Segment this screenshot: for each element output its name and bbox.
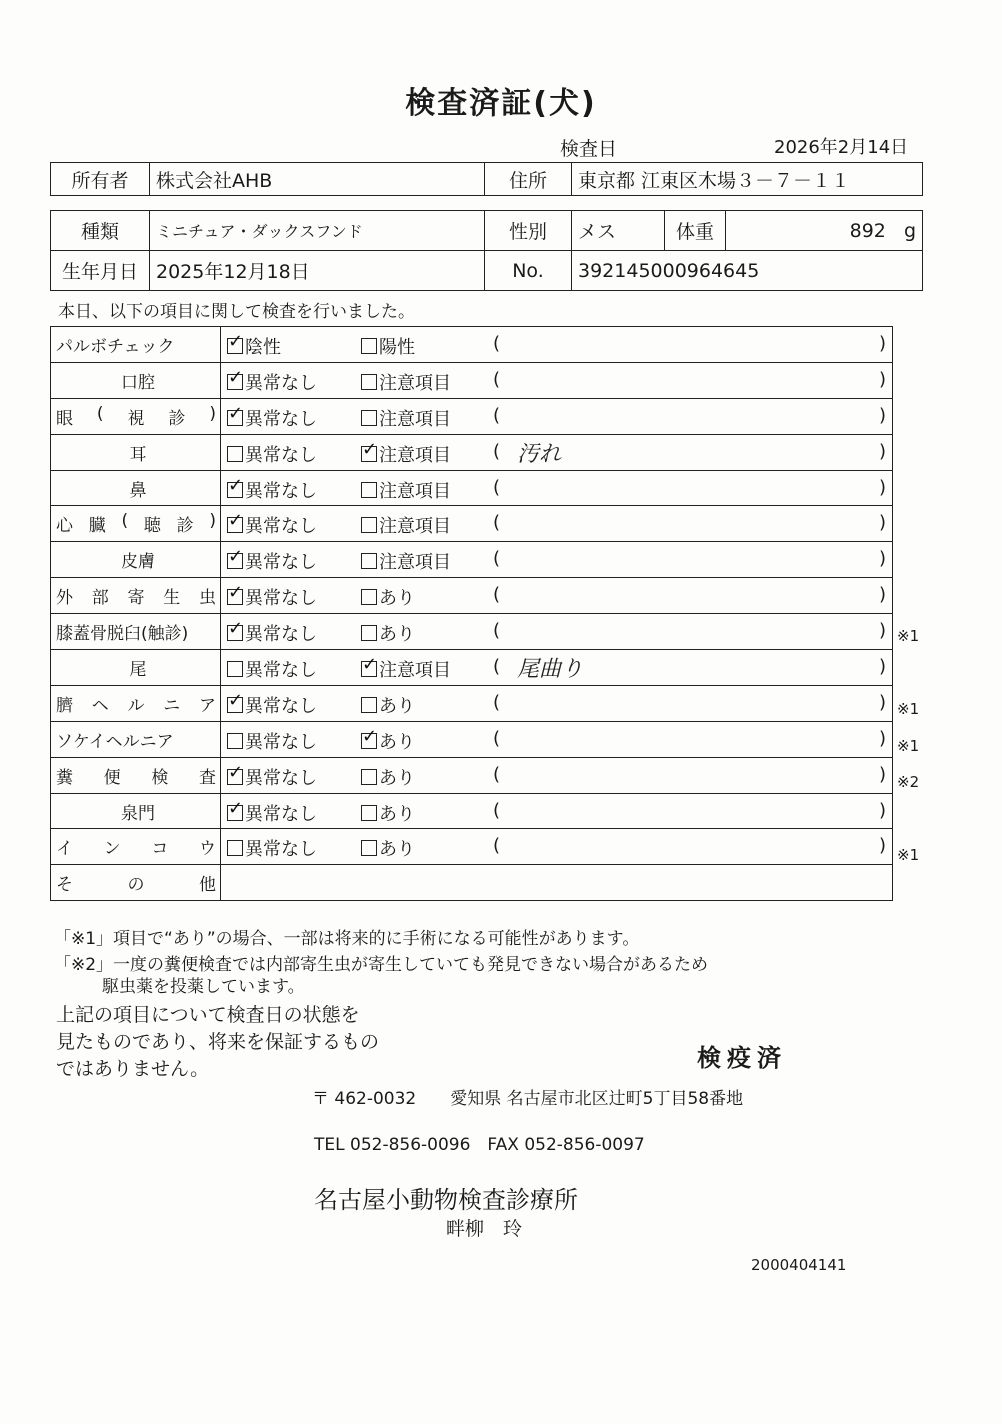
check-result-cell xyxy=(221,793,893,829)
check-result-cell xyxy=(221,865,893,901)
checked-box-icon[interactable] xyxy=(227,410,243,426)
weight-value: 892 xyxy=(849,219,886,242)
check-option-label: あり xyxy=(379,839,415,861)
clinic-phone: TEL 052-856-0096 FAX 052-856-0097 xyxy=(314,1135,645,1155)
checkbox-icon[interactable] xyxy=(361,517,377,533)
check-item-label: 心 臓 ( 聴 診 ) xyxy=(56,511,216,537)
check-item-label: 外 部 寄 生 虫 xyxy=(56,588,216,609)
checkbox-icon[interactable] xyxy=(361,840,377,856)
check-row xyxy=(51,757,893,793)
check-result-cell xyxy=(221,578,893,614)
checked-box-icon[interactable] xyxy=(361,661,377,677)
remark-paren-open: ( xyxy=(493,476,501,498)
checkbox-icon[interactable] xyxy=(227,840,243,856)
check-item-label: 泉門 xyxy=(121,803,155,824)
footnote-1: 「※1」項目で“あり”の場合、一部は将来的に手術になる可能性があります。 xyxy=(54,929,640,949)
footnote-2-line2: 駆虫薬を投薬しています。 xyxy=(102,977,305,997)
check-option-label: 異常なし xyxy=(245,372,317,394)
checkbox-icon[interactable] xyxy=(361,410,377,426)
check-option-1 xyxy=(227,333,281,359)
checked-box-icon[interactable] xyxy=(227,374,243,390)
check-option-label: 異常なし xyxy=(245,552,317,574)
disclaimer-line: ではありません。 xyxy=(56,1058,210,1080)
check-option-label: 注意項目 xyxy=(379,660,451,682)
check-option-2 xyxy=(361,369,451,395)
check-row xyxy=(51,721,893,757)
clinic-name: 名古屋小動物検査診療所 xyxy=(314,1186,578,1214)
check-row xyxy=(51,542,893,578)
checkbox-icon[interactable] xyxy=(361,805,377,821)
check-result-cell xyxy=(221,757,893,793)
check-item-name xyxy=(51,327,221,363)
remark-paren-close: ) xyxy=(878,440,886,462)
check-option-label: 異常なし xyxy=(245,480,317,502)
check-item-label: 耳 xyxy=(129,444,147,465)
check-option-1 xyxy=(227,584,317,610)
remark-paren-close: ) xyxy=(878,835,886,857)
checked-box-icon[interactable] xyxy=(227,805,243,821)
disclaimer-line: 見たものであり、将来を保証するもの xyxy=(56,1031,380,1053)
check-option-1 xyxy=(227,477,317,503)
checkbox-icon[interactable] xyxy=(361,625,377,641)
checkbox-icon[interactable] xyxy=(227,446,243,462)
check-result-cell xyxy=(221,434,893,470)
check-result-cell xyxy=(221,470,893,506)
remark-paren-close: ) xyxy=(878,404,886,426)
handwritten-remark: 尾曲り xyxy=(517,657,584,683)
check-item-name xyxy=(51,757,221,793)
check-option-label: 異常なし xyxy=(245,803,317,825)
check-option-label: 注意項目 xyxy=(379,372,451,394)
remark-paren-close: ) xyxy=(878,763,886,785)
check-result-cell xyxy=(221,614,893,650)
intro-text: 本日、以下の項目に関して検査を行いました。 xyxy=(58,302,415,322)
doctor-name: 畔柳 玲 xyxy=(446,1218,523,1240)
check-option-label: 異常なし xyxy=(245,660,317,682)
check-option-2 xyxy=(361,620,415,646)
clinic-address: 〒 462-0032 愛知県 名古屋市北区辻町5丁目58番地 xyxy=(312,1089,744,1109)
check-row xyxy=(51,398,893,434)
remark-paren-open: ( xyxy=(493,440,501,462)
check-item-name xyxy=(51,398,221,434)
check-option-2 xyxy=(361,800,415,826)
check-option-2 xyxy=(361,692,415,718)
footnote-2-line1: 「※2」一度の糞便検査では内部寄生虫が寄生していても発見できない場合があるため xyxy=(54,955,709,975)
exam-date-value: 2026年2月14日 xyxy=(774,137,909,158)
remark-paren-open: ( xyxy=(493,727,501,749)
checkbox-icon[interactable] xyxy=(361,769,377,785)
check-result-cell xyxy=(221,829,893,865)
remark-paren-open: ( xyxy=(493,763,501,785)
check-item-label: 口腔 xyxy=(121,372,155,393)
no-value: 392145000964645 xyxy=(572,251,923,291)
checkbox-icon[interactable] xyxy=(227,661,243,677)
check-item-name xyxy=(51,721,221,757)
check-option-label: あり xyxy=(379,767,415,789)
check-option-label: 異常なし xyxy=(245,444,317,466)
weight-cell xyxy=(726,211,923,251)
check-option-label: あり xyxy=(379,588,415,610)
checked-box-icon[interactable] xyxy=(227,589,243,605)
checkbox-icon[interactable] xyxy=(361,338,377,354)
remark-paren-open: ( xyxy=(493,368,501,390)
disclaimer xyxy=(56,1002,379,1083)
check-option-1 xyxy=(227,656,317,682)
check-row xyxy=(51,685,893,721)
check-option-label: 異常なし xyxy=(245,731,317,753)
checked-box-icon[interactable] xyxy=(227,697,243,713)
document-number: 2000404141 xyxy=(751,1256,847,1274)
check-option-label: 異常なし xyxy=(245,408,317,430)
check-item-name xyxy=(51,470,221,506)
check-item-label: 糞 便 検 査 xyxy=(56,767,216,788)
remark-paren-open: ( xyxy=(493,512,501,534)
remark-paren-open: ( xyxy=(493,548,501,570)
checked-box-icon[interactable] xyxy=(227,553,243,569)
remark-paren-close: ) xyxy=(878,476,886,498)
check-row xyxy=(51,506,893,542)
check-item-name xyxy=(51,865,221,901)
remark-paren-close: ) xyxy=(878,691,886,713)
check-item-label: ソケイヘルニア xyxy=(56,731,174,752)
check-item-label: 皮膚 xyxy=(121,552,155,573)
check-row xyxy=(51,614,893,650)
checked-box-icon[interactable] xyxy=(361,733,377,749)
check-option-2 xyxy=(361,333,415,359)
owner-table xyxy=(50,162,923,196)
remark-paren-open: ( xyxy=(493,835,501,857)
check-row xyxy=(51,793,893,829)
remark-paren-open: ( xyxy=(493,691,501,713)
checkbox-icon[interactable] xyxy=(361,553,377,569)
remark-paren-close: ) xyxy=(878,799,886,821)
check-item-label: 尾 xyxy=(129,659,147,680)
check-item-name xyxy=(51,829,221,865)
check-option-1 xyxy=(227,728,317,754)
check-option-2 xyxy=(361,548,451,574)
breed-label: 種類 xyxy=(51,211,150,251)
disclaimer-line: 上記の項目について検査日の状態を xyxy=(56,1004,360,1026)
check-item-name xyxy=(51,614,221,650)
check-option-label: 陽性 xyxy=(379,337,415,358)
check-option-2 xyxy=(361,512,451,538)
weight-unit: g xyxy=(903,219,916,242)
check-row xyxy=(51,362,893,398)
check-option-label: 異常なし xyxy=(245,839,317,861)
check-option-1 xyxy=(227,441,317,467)
check-item-label: 鼻 xyxy=(129,480,147,501)
remark-paren-close: ) xyxy=(878,548,886,570)
check-option-label: あり xyxy=(379,624,415,646)
remark-paren-close: ) xyxy=(878,512,886,534)
check-option-2 xyxy=(361,835,415,861)
owner-label: 所有者 xyxy=(51,163,150,196)
check-option-label: 注意項目 xyxy=(379,516,451,538)
check-option-1 xyxy=(227,512,317,538)
check-item-label: パルボチェック xyxy=(56,336,175,357)
birth-value: 2025年12月18日 xyxy=(150,251,485,291)
check-option-1 xyxy=(227,692,317,718)
owner-value: 株式会社AHB xyxy=(150,163,485,196)
check-option-label: 注意項目 xyxy=(379,480,451,502)
check-item-label: 臍 ヘ ル ニ ア xyxy=(56,695,216,716)
checked-box-icon[interactable] xyxy=(227,625,243,641)
remark-paren-open: ( xyxy=(493,656,501,678)
check-item-name xyxy=(51,685,221,721)
remark-paren-close: ) xyxy=(878,368,886,390)
check-item-name xyxy=(51,542,221,578)
check-option-1 xyxy=(227,405,317,431)
checkbox-icon[interactable] xyxy=(361,374,377,390)
check-row xyxy=(51,650,893,686)
breed-value: ミニチュア・ダックスフンド xyxy=(150,211,485,251)
remark-paren-open: ( xyxy=(493,404,501,426)
check-item-name xyxy=(51,506,221,542)
check-item-name xyxy=(51,578,221,614)
checkbox-icon[interactable] xyxy=(361,589,377,605)
check-option-2 xyxy=(361,477,451,503)
check-option-2 xyxy=(361,405,451,431)
check-option-label: あり xyxy=(379,803,415,825)
check-option-label: 異常なし xyxy=(245,624,317,646)
check-row xyxy=(51,829,893,865)
checkbox-icon[interactable] xyxy=(227,733,243,749)
check-option-label: あり xyxy=(379,731,415,753)
check-option-label: 注意項目 xyxy=(379,552,451,574)
weight-label: 体重 xyxy=(665,211,726,251)
remark-paren-close: ) xyxy=(878,727,886,749)
sex-value: メス xyxy=(572,211,665,251)
check-option-2 xyxy=(361,656,451,682)
check-result-cell xyxy=(221,362,893,398)
check-option-1 xyxy=(227,369,317,395)
check-item-name xyxy=(51,434,221,470)
check-result-cell xyxy=(221,506,893,542)
no-label: No. xyxy=(485,251,572,291)
checked-box-icon[interactable] xyxy=(361,446,377,462)
check-option-2 xyxy=(361,441,451,467)
checkbox-icon[interactable] xyxy=(361,697,377,713)
check-option-2 xyxy=(361,728,415,754)
check-row xyxy=(51,434,893,470)
checked-box-icon[interactable] xyxy=(227,482,243,498)
check-result-cell xyxy=(221,398,893,434)
check-item-name xyxy=(51,362,221,398)
check-result-cell xyxy=(221,542,893,578)
address-label: 住所 xyxy=(485,163,572,196)
check-option-label: 異常なし xyxy=(245,516,317,538)
check-item-label: 眼 ( 視 診 ) xyxy=(56,403,216,429)
handwritten-remark: 汚れ xyxy=(517,441,562,467)
check-item-label: イ ン コ ウ xyxy=(56,839,216,860)
check-option-label: 異常なし xyxy=(245,695,317,717)
pet-table xyxy=(50,210,923,291)
check-option-label: 異常なし xyxy=(245,767,317,789)
checked-box-icon[interactable] xyxy=(227,338,243,354)
check-item-label: そ の 他 xyxy=(56,875,216,896)
quarantine-stamp: 検疫済 xyxy=(697,1044,787,1072)
exam-date-label: 検査日 xyxy=(560,138,618,160)
check-option-label: 注意項目 xyxy=(379,444,451,466)
check-option-label: 陰性 xyxy=(245,337,281,358)
page-title: 検査済証(犬) xyxy=(405,86,597,121)
checked-box-icon[interactable] xyxy=(227,517,243,533)
check-option-label: 注意項目 xyxy=(379,408,451,430)
check-item-name xyxy=(51,793,221,829)
footnote-marker: ※1 xyxy=(897,700,920,718)
remark-paren-open: ( xyxy=(493,799,501,821)
footnote-marker: ※1 xyxy=(897,626,920,645)
checked-box-icon[interactable] xyxy=(227,769,243,785)
remark-paren-open: ( xyxy=(493,584,501,606)
check-item-name xyxy=(51,650,221,686)
remark-paren-close: ) xyxy=(878,584,886,606)
check-result-cell xyxy=(221,721,893,757)
check-row xyxy=(51,470,893,506)
check-option-label: 異常なし xyxy=(245,588,317,610)
footnote-marker: ※1 xyxy=(897,846,920,865)
remark-paren-close: ) xyxy=(878,333,886,354)
check-option-1 xyxy=(227,835,317,861)
remark-paren-close: ) xyxy=(878,620,886,642)
birth-label: 生年月日 xyxy=(51,251,150,291)
address-value: 東京都 江東区木場３－７－１１ xyxy=(572,163,923,196)
check-result-cell xyxy=(221,650,893,686)
check-result-cell xyxy=(221,327,893,363)
footnote-marker: ※1 xyxy=(897,736,920,755)
check-option-2 xyxy=(361,584,415,610)
check-option-1 xyxy=(227,764,317,790)
footnote-marker: ※2 xyxy=(897,773,920,792)
check-option-1 xyxy=(227,800,317,826)
sex-label: 性別 xyxy=(485,211,572,251)
check-option-1 xyxy=(227,620,317,646)
remark-paren-open: ( xyxy=(493,620,501,642)
check-item-label: 膝蓋骨脱臼(触診) xyxy=(56,624,189,645)
check-row xyxy=(51,327,893,363)
checkbox-icon[interactable] xyxy=(361,482,377,498)
remark-paren-open: ( xyxy=(493,333,501,354)
check-option-1 xyxy=(227,548,317,574)
remark-paren-close: ) xyxy=(878,656,886,678)
check-row xyxy=(51,865,893,901)
check-result-cell xyxy=(221,685,893,721)
check-option-2 xyxy=(361,764,415,790)
check-option-label: あり xyxy=(379,695,415,717)
check-table xyxy=(50,326,893,901)
check-row xyxy=(51,578,893,614)
